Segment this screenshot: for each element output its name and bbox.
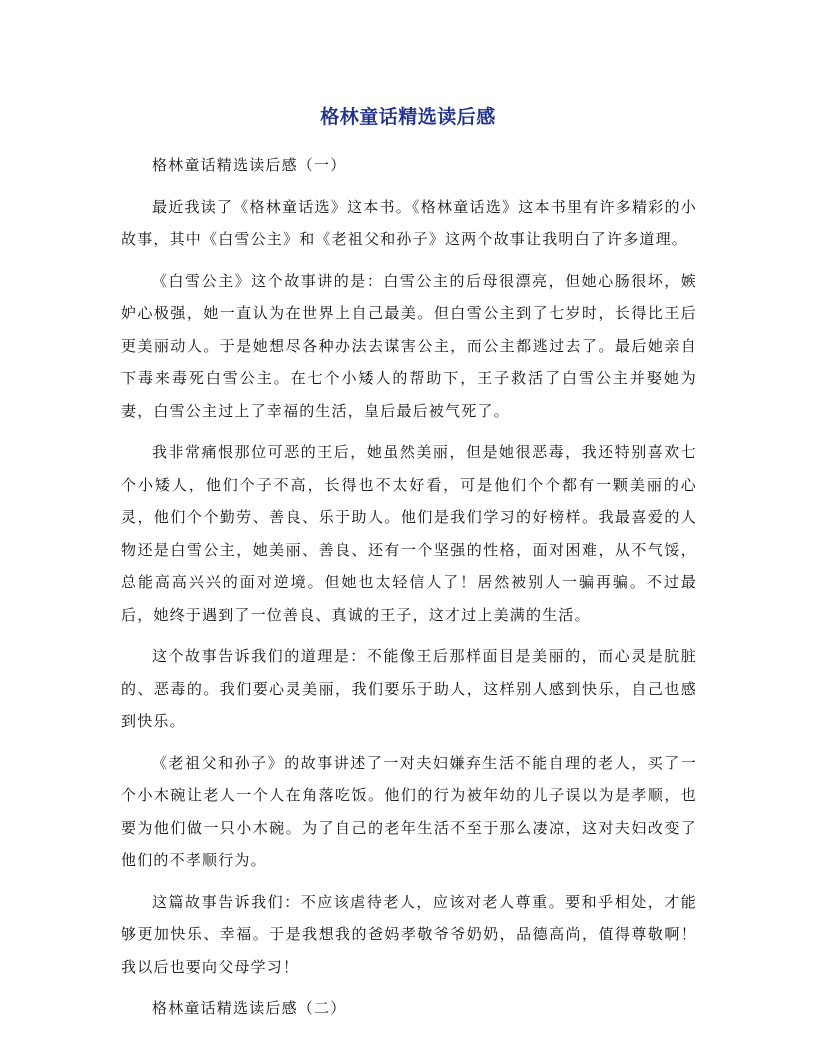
paragraph: 最近我读了《格林童话选》这本书。《格林童话选》这本书里有许多精彩的小故事，其中《白雪公主》和《老祖父和孙子》这两个故事让我明白了许多道理。 <box>121 197 697 248</box>
document-title: 格林童话精选读后感 <box>320 106 496 128</box>
paragraph: 这篇故事告诉我们：不应该虐待老人，应该对老人尊重。要和乎相处，才能够更加快乐、幸福。于是我想我的爸妈孝敬爷爷奶奶，品德高尚，值得尊敬啊！我以后也要向父母学习！ <box>121 892 697 976</box>
paragraph: 《老祖父和孙子》的故事讲述了一对夫妇嫌弃生活不能自理的老人，买了一个小木碗让老人一个人在角落吃饭。他们的行为被年幼的儿子误以为是孝顺，也要为他们做一只小木碗。为了自己的老年生活不至于那么凄凉，这对夫妇改变了他们的不孝顺行为。 <box>121 753 697 869</box>
section-heading-1: 格林童话精选读后感（一） <box>152 156 347 174</box>
section-heading-2: 格林童话精选读后感（二） <box>152 999 347 1017</box>
paragraph: 我非常痛恨那位可恶的王后，她虽然美丽，但是她很恶毒，我还特别喜欢七个小矮人，他们个子不高，长得也不太好看，可是他们个个都有一颗美丽的心灵，他们个个勤劳、善良、乐于助人。他们是我们学习的好榜样。我最喜爱的人物还是白雪公主，她美丽、善良、还有一个坚强的性格，面对困难，从不气馁，总能高高兴兴的面对逆境。但她也太轻信人了！居然被别人一骗再骗。不过最后，她终于遇到了一位善良、真诚的王子，这才过上美满的生活。 <box>121 443 697 624</box>
paragraph: 这个故事告诉我们的道理是：不能像王后那样面目是美丽的，而心灵是肮脏的、恶毒的。我们要心灵美丽，我们要乐于助人，这样别人感到快乐，自己也感到快乐。 <box>121 647 697 730</box>
document-body <box>121 140 697 1025</box>
paragraph: 《白雪公主》这个故事讲的是：白雪公主的后母很漂亮，但她心肠很坏，嫉妒心极强，她一直认为在世界上自己最美。但白雪公主到了七岁时，长得比王后更美丽动人。于是她想尽各种办法去谋害公主，而公主都逃过去了。最后她亲自下毒来毒死白雪公主。在七个小矮人的帮助下，王子救活了白雪公主并娶她为妻，白雪公主过上了幸福的生活，皇后最后被气死了。 <box>121 271 697 420</box>
